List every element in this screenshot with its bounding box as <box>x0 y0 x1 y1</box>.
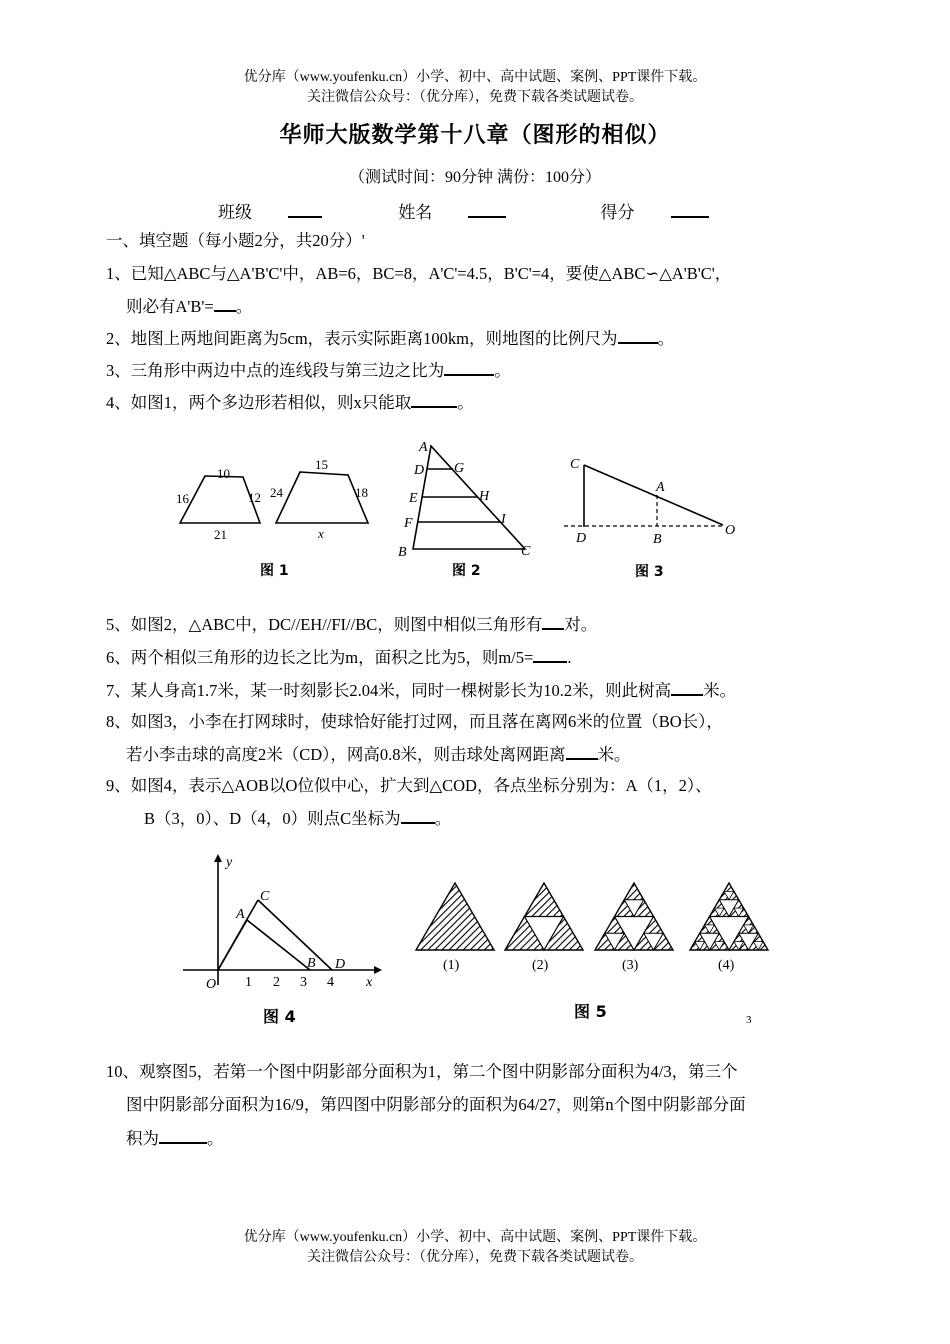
sub-label: (2) <box>532 958 549 973</box>
question-5: 5、如图2，△ABC中，DC//EH//FI//BC，则图中相似三角形有 对。 <box>106 612 597 637</box>
point-label: C <box>521 544 531 559</box>
question-7: 7、某人身高1.7米，某一时刻影长2.04米，同时一棵树影长为10.2米，则此树高 米。 <box>106 678 736 703</box>
figure-4 <box>178 850 388 1030</box>
point-label: B <box>398 545 407 560</box>
label: 12 <box>248 490 261 505</box>
question-9-cont: B（3，0）、D（4，0）则点C坐标为 。 <box>144 806 451 831</box>
question-1-cont: 则必有A'B'= 。 <box>126 294 252 319</box>
answer-blank[interactable] <box>566 742 598 760</box>
name-label: 姓名 <box>398 203 433 222</box>
point-label: A <box>419 440 428 455</box>
tick-label: 4 <box>327 975 334 990</box>
triangle-3 <box>595 883 673 950</box>
point-label: A <box>656 480 665 495</box>
question-8-cont: 若小李击球的高度2米（CD），网高0.8米，则击球处离网距离 米。 <box>126 742 631 767</box>
point-label: D <box>335 957 346 972</box>
figure-1 <box>160 450 390 585</box>
header-line-1: 优分库（www.youfenku.cn）小学、初中、高中试题、案例、PPT课件下载。 <box>243 70 707 85</box>
sub-label: (3) <box>622 958 639 973</box>
triangle-1 <box>416 883 494 950</box>
question-3: 3、三角形中两边中点的连线段与第三边之比为 。 <box>106 358 511 383</box>
class-label: 班级 <box>218 203 252 222</box>
section-heading: 一、填空题（每小题2分，共20分）' <box>106 231 365 250</box>
point-label: E <box>409 491 418 506</box>
question-8: 8、如图3，小李在打网球时，使球恰好能打过网，而且落在离网6米的位置（BO长）， <box>106 712 723 731</box>
axis-label: x <box>366 975 373 990</box>
answer-blank[interactable] <box>159 1126 207 1144</box>
figure-caption: 图 2 <box>452 563 481 579</box>
answer-blank[interactable] <box>618 326 658 344</box>
answer-blank[interactable] <box>401 806 435 824</box>
label: 18 <box>355 485 368 500</box>
score-blank[interactable] <box>671 200 709 218</box>
point-label: C <box>570 457 580 472</box>
point-label: B <box>307 956 316 971</box>
answer-blank[interactable] <box>214 294 236 312</box>
label: 10 <box>217 466 230 481</box>
student-info <box>218 198 781 223</box>
point-label: F <box>404 516 413 531</box>
figure-caption: 图 5 <box>574 1002 607 1021</box>
question-1: 1、已知△ABC与△A'B'C'中，AB=6，BC=8，A'C'=4.5，B'C'=4，要使△ABC∽△A'B'C'， <box>106 264 732 283</box>
point-label: H <box>479 489 490 504</box>
point-label: O <box>725 523 736 538</box>
sub-label: (1) <box>443 958 460 973</box>
point-label: B <box>653 532 662 547</box>
label: 24 <box>270 485 283 500</box>
figure-2 <box>395 438 545 583</box>
figure-caption: 图 3 <box>635 564 664 580</box>
tick-label: 1 <box>245 975 252 990</box>
tick-label: 2 <box>273 975 280 990</box>
figure-3 <box>560 450 750 585</box>
point-label: A <box>236 907 245 922</box>
footer-line-2: 关注微信公众号：（优分库），免费下载各类试题试卷。 <box>307 1250 643 1265</box>
point-label: D <box>414 463 425 478</box>
question-9: 9、如图4，表示△AOB以O位似中心，扩大到△COD，各点坐标分别为：A（1，2）、 <box>106 776 712 795</box>
figure-caption: 图 1 <box>260 563 289 579</box>
question-10: 10、观察图5，若第一个图中阴影部分面积为1，第二个图中阴影部分面积为4/3，第三个 <box>106 1062 738 1081</box>
point-label: C <box>260 889 270 904</box>
label: x <box>318 526 324 541</box>
footer-line-1: 优分库（www.youfenku.cn）小学、初中、高中试题、案例、PPT课件下载。 <box>243 1230 707 1245</box>
question-2: 2、地图上两地间距离为5cm，表示实际距离100km，则地图的比例尺为 。 <box>106 326 674 351</box>
answer-blank[interactable] <box>444 358 494 376</box>
sub-label: (4) <box>718 958 735 973</box>
answer-blank[interactable] <box>411 390 457 408</box>
stray-mark: 3 <box>746 1014 752 1026</box>
label: 15 <box>315 457 328 472</box>
question-4: 4、如图1，两个多边形若相似，则x只能取 。 <box>106 390 474 415</box>
label: 21 <box>214 527 227 542</box>
answer-blank[interactable] <box>533 645 567 663</box>
tick-label: 3 <box>300 975 307 990</box>
point-label: D <box>576 531 587 546</box>
triangle-4 <box>690 883 768 950</box>
name-blank[interactable] <box>468 200 506 218</box>
figure-caption: 图 4 <box>263 1007 296 1026</box>
axis-label: y <box>226 855 233 870</box>
answer-blank[interactable] <box>671 678 703 696</box>
page-title: 华师大版数学第十八章（图形的相似） <box>279 122 671 147</box>
question-6: 6、两个相似三角形的边长之比为m，面积之比为5，则m/5= . <box>106 645 571 670</box>
test-info: （测试时间：90分钟 满份：100分） <box>348 169 601 186</box>
question-10-cont: 图中阴影部分面积为16/9，第四图中阴影部分的面积为64/27，则第n个图中阴影部分面 <box>126 1095 746 1114</box>
label: 16 <box>176 491 189 506</box>
point-label: G <box>454 461 465 476</box>
question-10-cont2: 积为 。 <box>126 1126 224 1151</box>
point-label: O <box>206 977 217 992</box>
figure-5 <box>410 875 770 1025</box>
class-blank[interactable] <box>288 200 322 218</box>
answer-blank[interactable] <box>542 612 564 630</box>
header-line-2: 关注微信公众号：（优分库），免费下载各类试题试卷。 <box>307 90 643 105</box>
point-label: I <box>501 512 506 527</box>
score-label: 得分 <box>600 203 635 222</box>
